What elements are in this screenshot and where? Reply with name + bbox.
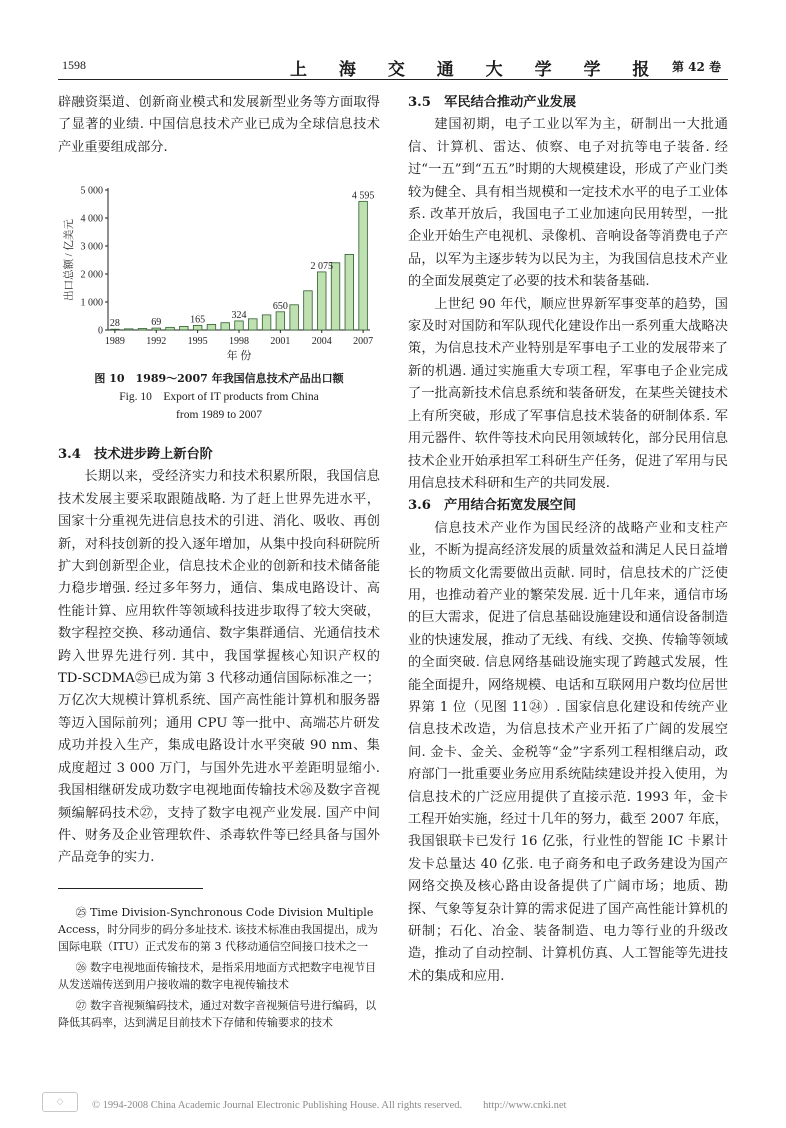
section-3-4-title: 3.4 技术进步跨上新台阶: [58, 447, 213, 462]
footnote-27: ㉗ 数字音视频编码技术，通过对数字音视频信号进行编码，以降低其码率，达到满足目前技术下存储和传输要求的技术: [58, 999, 377, 1029]
y-tick-label: 5 000: [80, 185, 103, 197]
bar: [317, 272, 326, 330]
bar: [359, 201, 368, 330]
y-tick-label: 3 000: [80, 241, 103, 253]
x-tick-label: 2007: [353, 336, 374, 347]
figure-caption-en-1: Fig. 10 Export of IT products from China: [119, 391, 319, 403]
page-number: 1598: [62, 58, 86, 72]
data-label: 69: [151, 317, 162, 329]
bar: [249, 319, 258, 330]
section-3-4-paragraph: 长期以来，受经济实力和技术积累所限，我国信息技术发展主要采取跟随战略. 为了赶上世界先进水平，国家十分重视先进信息技术的引进、消化、吸收、再创新，对科技创新的投入逐年增加，从集中投向科研院所扩大到创新型企业，信息技术企业的创新和技术储备能力稳步增强. 经过多年努力，通信、集成电路设计、高性能计算、应用软件等领域科技进步取得了较大突破，数字程控交换、移动通信、数字集群通信、光通信技术跨入世界先进行列. 其中，我国掌握核心知识产权的 TD-SCDMA㉕已成为第 3 代移动通信国际标准之一；万亿次大规模计算机系统、国产高性能计算机和服务器等迈入国际前列；通用 CPU 等一批中、高端芯片研发成功并投入生产，集成电路设计水平突破 90 nm、集成度超过 3 000 万门，与国外先进水平差距明显缩小. 我国相继研发成功数字电视地面传输技术㉖及数字音视频编解码技术㉗，支持了数字电视产业发展. 国产中间件、财务及企业管理软件、杀毒软件等已经具备与国外产品竞争的实力.: [58, 469, 380, 866]
y-tick-label: 0: [98, 325, 103, 337]
data-label: 2 075: [310, 260, 333, 272]
figure-caption-en-2: from 1989 to 2007: [176, 409, 262, 421]
section-3-5-title: 3.5 军民结合推动产业发展: [408, 95, 577, 110]
data-label: 28: [109, 318, 120, 330]
x-tick-label: 1995: [187, 336, 208, 347]
y-tick-label: 2 000: [80, 269, 103, 281]
x-tick-label: 2004: [311, 336, 332, 347]
y-tick-label: 1 000: [80, 297, 103, 309]
bar: [166, 327, 175, 330]
x-tick-label: 1989: [104, 336, 125, 347]
y-tick-label: 4 000: [80, 213, 103, 225]
footnote-25: ㉕ Time Division-Synchronous Code Division Multiple Access，时分同步的码分多址技术. 该技术标准由我国提出，成为国际电联（ITU）正式发布的第 3 代移动通信空间接口技术之一: [58, 906, 379, 953]
copyright-footer: © 1994-2008 China Academic Journal Electronic Publishing House. All rights reserved. http://www.cnki.net: [92, 1100, 567, 1111]
footnote-26: ㉖ 数字电视地面传输技术，是指采用地面方式把数字电视节目从发送端传送到用户接收端的数字电视传输技术: [58, 961, 377, 991]
x-tick-label: 1992: [146, 336, 167, 347]
data-label: 4 595: [351, 190, 375, 202]
section-3-6-paragraph: 信息技术产业作为国民经济的战略产业和支柱产业，不断为提高经济发展的质量效益和满足人民日益增长的物质文化需要做出贡献. 同时，信息技术的广泛使用，也推动着产业的繁荣发展. 近十几年来，通信市场的巨大需求，促进了信息基础设施建设和通信设备制造业的快速发展，推动了无线、有线、交换、传输等领域的全面突破. 信息网络基础设施实现了跨越式发展，性能全面提升，网络规模、电话和互联网用户数均位居世界第 1 位（见图 11㉔）. 国家信息化建设和传统产业信息技术改造，为信息技术产业开拓了广阔的发展空间. 金卡、金关、金税等“金”字系列工程相继启动，政府部门一批重要业务应用系统陆续建设并投入使用，为信息技术的广泛应用提供了直接示范. 1993 年，金卡工程开始实施，经过十几年的努力，截至 2007 年底，我国银联卡已发行 16 亿张，行业性的智能 IC 卡累计发卡总量达 40 亿张. 电子商务和电子政务建设为国产网络交换及核心路由设备提供了广阔市场；地质、勘探、气象等复杂计算的需求促进了国产高性能计算机的研制；石化、冶金、装备制造、电力等行业的升级改造，推动了自动控制、计算机仿真、人工智能等先进技术的集成和应用.: [408, 520, 728, 984]
bar: [304, 291, 313, 330]
bar: [262, 315, 271, 330]
x-tick-label: 2001: [270, 336, 291, 347]
data-label: 324: [231, 309, 247, 321]
bar: [235, 321, 244, 330]
footnote-rule: [58, 888, 203, 889]
footnotes: [58, 904, 380, 1035]
header-rule: [58, 79, 728, 80]
section-3-5-paragraph-1: 建国初期，电子工业以军为主，研制出一大批通信、计算机、雷达、侦察、电子对抗等电子装备. 经过“一五”到“五五”时期的大规模建设，形成了产业门类较为健全、具有相当规模和一定技术水平的电子工业体系. 改革开放后，我国电子工业加速向民用转型，一批企业开始生产电视机、录像机、音响设备等消费电子产品，以军为主逐步转为以民为主，为我国信息技术产业的全面发展奠定了必要的技术和装备基础.: [408, 117, 728, 290]
bar: [290, 305, 299, 330]
bar: [193, 325, 202, 330]
bar: [180, 326, 189, 330]
bar: [331, 263, 340, 330]
right-column: [408, 92, 728, 988]
bar: [276, 312, 285, 330]
section-3-6-title: 3.6 产用结合拓宽发展空间: [408, 498, 577, 514]
data-label: 650: [272, 300, 288, 312]
bar: [124, 329, 133, 330]
x-axis-label: 年 份: [226, 350, 252, 362]
y-axis-label: 出口总额 / 亿美元: [64, 219, 75, 301]
figure-caption-zh: 图 10 1989～2007 年我国信息技术产品出口额: [94, 372, 344, 385]
bar: [152, 328, 161, 330]
export-chart: [58, 180, 380, 365]
x-tick-label: 1998: [229, 336, 249, 347]
left-column-intro: [58, 92, 380, 159]
bar: [138, 329, 147, 330]
intro-paragraph: 辟融资渠道、创新商业模式和发展新型业务等方面取得了显著的业绩. 中国信息技术产业已成为全球信息技术产业重要组成部分.: [58, 95, 380, 155]
data-label: 165: [190, 314, 206, 326]
bar: [207, 324, 216, 330]
cnki-logo: ◇: [42, 1092, 78, 1112]
bar: [221, 323, 230, 330]
bar: [111, 329, 120, 330]
section-3-5-paragraph-2: 上世纪 90 年代，顺应世界新军事变革的趋势，国家及时对国防和军队现代化建设作出一系列重大战略决策，为信息技术产业特别是军事电子工业的发展带来了新的机遇. 通过实施重大专项工程，军事电子企业完成了一批高新技术信息系统和装备研发，在某些关键技术上有所突破，形成了军事信息技术装备的研制体系. 军用元器件、软件等技术向民用领域转化，部分民用信息技术企业开始承担军工科研生产任务，促进了军用与民用信息技术科研和生产的共同发展.: [408, 296, 728, 491]
figure-caption: [58, 370, 380, 424]
volume-label: 第 42 卷: [672, 60, 722, 74]
journal-title: 上 海 交 通 大 学 学 报: [290, 60, 663, 80]
section-3-4: [58, 444, 380, 870]
bar: [345, 254, 354, 330]
